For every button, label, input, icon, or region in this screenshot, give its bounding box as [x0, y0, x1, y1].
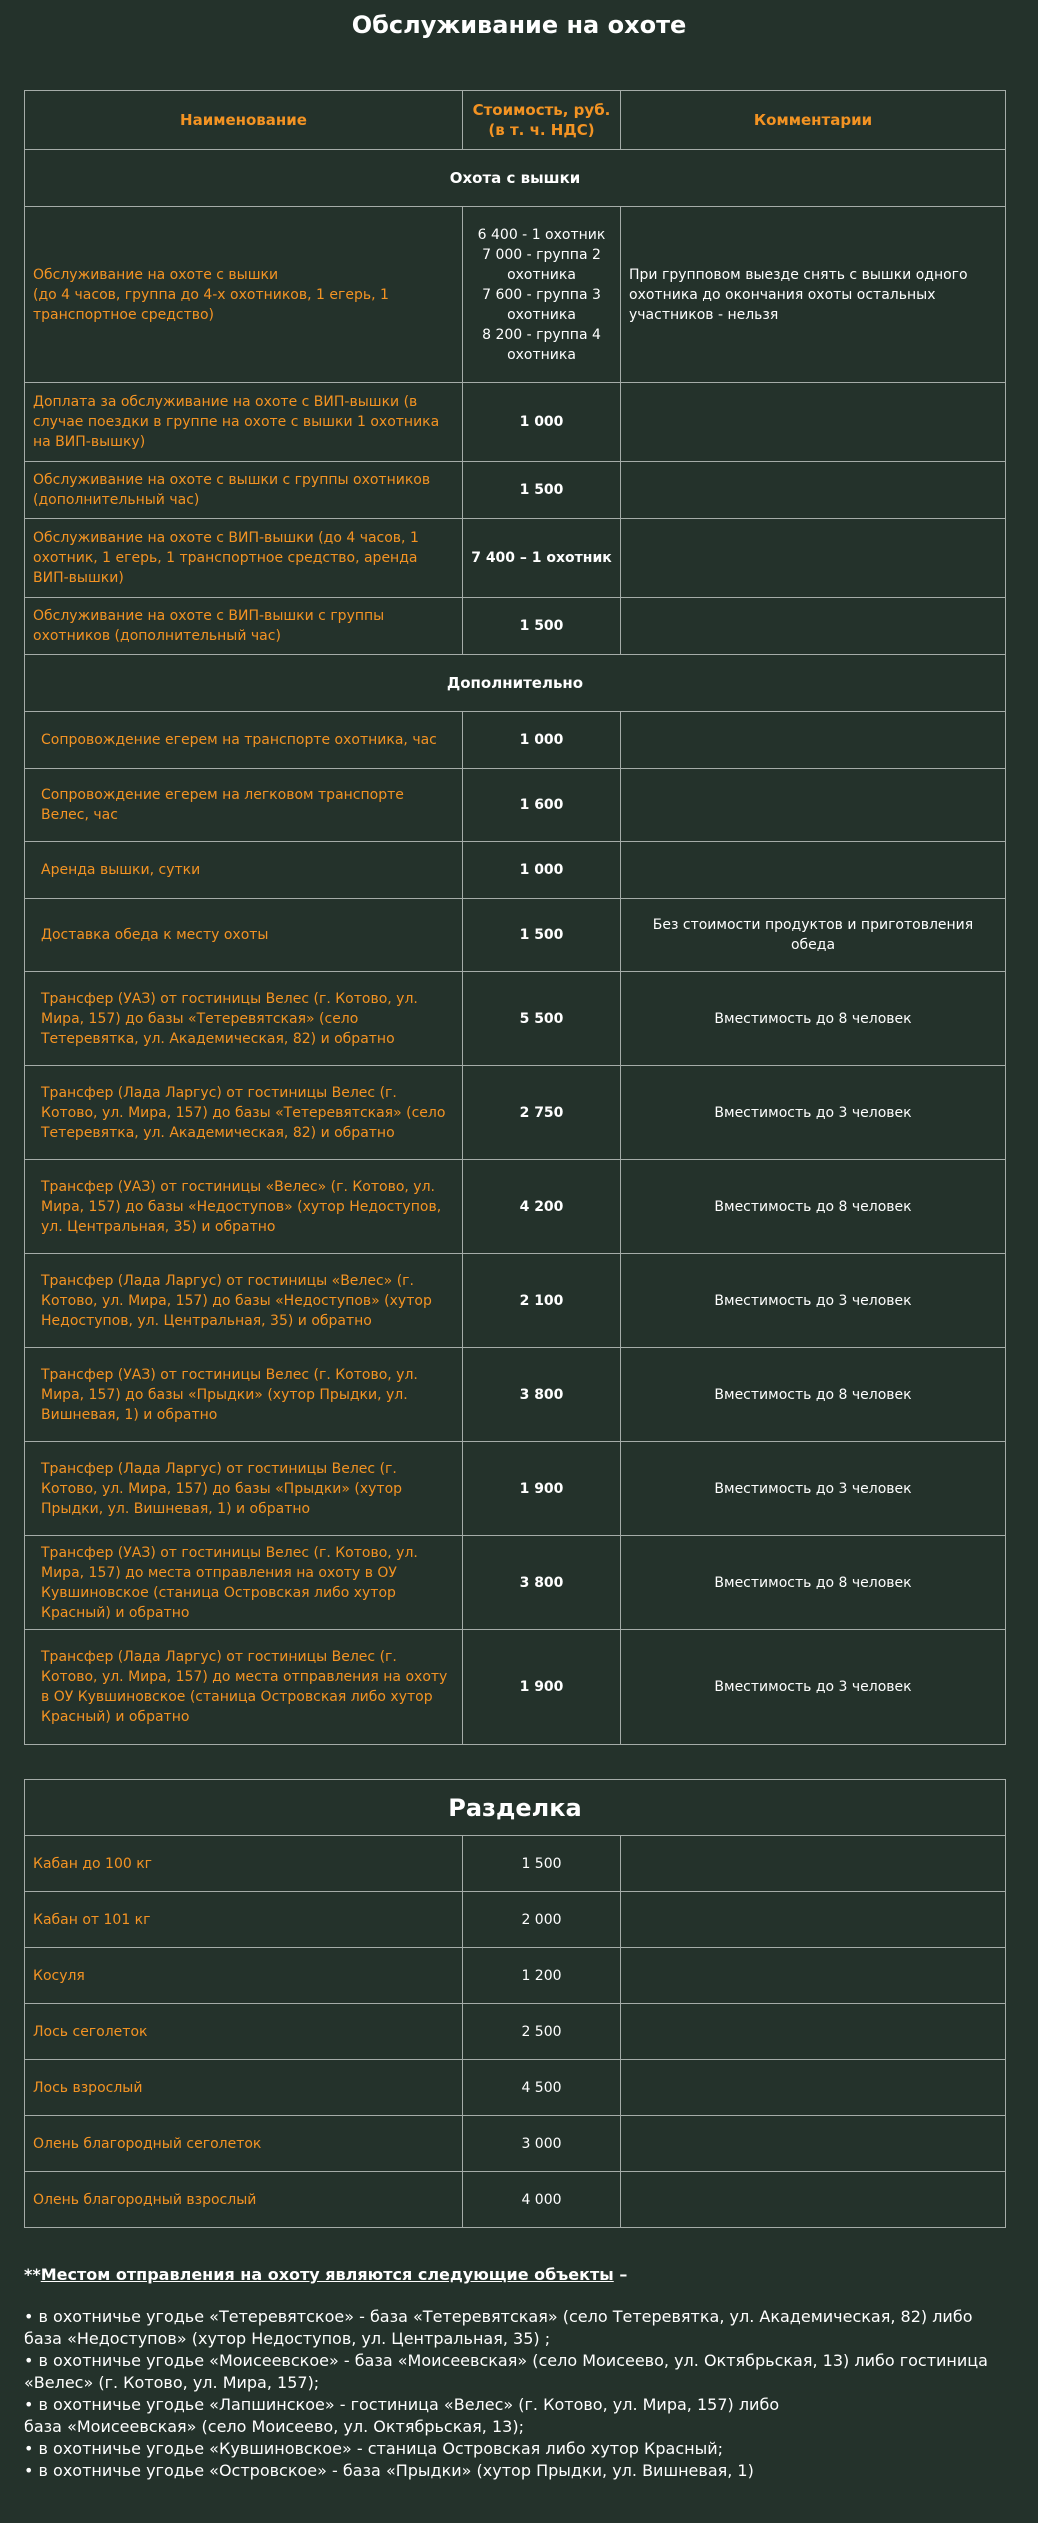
- table-row: [25, 1442, 1006, 1536]
- table-row: [25, 598, 1006, 655]
- notes-heading: [24, 2264, 1014, 2286]
- service-comment: [621, 598, 1006, 655]
- notes-block: [24, 2264, 1014, 2482]
- service-price: 1 000: [463, 712, 621, 769]
- service-comment: Вместимость до 3 человек: [621, 1066, 1006, 1160]
- services-table-body: [25, 150, 1006, 1745]
- service-price: 7 400 – 1 охотник: [463, 519, 621, 598]
- service-price: 1 500: [463, 899, 621, 972]
- cutting-price: 2 000: [463, 1892, 621, 1948]
- service-price: 5 500: [463, 972, 621, 1066]
- section-header-row: [25, 150, 1006, 207]
- cutting-price: 1 200: [463, 1948, 621, 2004]
- table-row: [25, 972, 1006, 1066]
- header-name: Наименование: [25, 91, 463, 150]
- notes-prefix: **: [24, 2265, 41, 2284]
- service-comment: Вместимость до 3 человек: [621, 1442, 1006, 1536]
- service-comment: Без стоимости продуктов и приготовления обеда: [621, 899, 1006, 972]
- service-name: Обслуживание на охоте с вышки с группы охотников (дополнительный час): [25, 462, 463, 519]
- service-comment: [621, 462, 1006, 519]
- service-comment: Вместимость до 3 человек: [621, 1254, 1006, 1348]
- cutting-price: 2 500: [463, 2004, 621, 2060]
- cutting-comment: [621, 1836, 1006, 1892]
- cutting-name: Кабан от 101 кг: [25, 1892, 463, 1948]
- table-row: [25, 2004, 1006, 2060]
- service-price: 1 900: [463, 1630, 621, 1745]
- table-row: [25, 1160, 1006, 1254]
- service-comment: [621, 519, 1006, 598]
- service-name: Сопровождение егерем на легковом транспорте Велес, час: [25, 769, 463, 842]
- table-row: [25, 1948, 1006, 2004]
- service-price: 1 900: [463, 1442, 621, 1536]
- service-comment: Вместимость до 8 человек: [621, 972, 1006, 1066]
- service-name: Обслуживание на охоте с ВИП-вышки (до 4 часов, 1 охотник, 1 егерь, 1 транспортное средство, аренда ВИП-вышки): [25, 519, 463, 598]
- service-price: 6 400 - 1 охотник 7 000 - группа 2 охотника 7 600 - группа 3 охотника 8 200 - группа 4 охотника: [463, 207, 621, 383]
- service-name: Сопровождение егерем на транспорте охотника, час: [25, 712, 463, 769]
- service-price: 2 750: [463, 1066, 621, 1160]
- table-row: [25, 1630, 1006, 1745]
- table-row: [25, 842, 1006, 899]
- table-row: [25, 2116, 1006, 2172]
- service-comment: Вместимость до 8 человек: [621, 1536, 1006, 1630]
- service-price: 1 600: [463, 769, 621, 842]
- service-comment: Вместимость до 8 человек: [621, 1348, 1006, 1442]
- service-name: Обслуживание на охоте с ВИП-вышки с группы охотников (дополнительный час): [25, 598, 463, 655]
- notes-heading-text: Местом отправления на охоту являются следующие объекты: [40, 2265, 614, 2284]
- cutting-name: Косуля: [25, 1948, 463, 2004]
- cutting-comment: [621, 2060, 1006, 2116]
- cutting-price: 4 500: [463, 2060, 621, 2116]
- cutting-price: 1 500: [463, 1836, 621, 1892]
- service-price: 1 000: [463, 842, 621, 899]
- table-row: [25, 1836, 1006, 1892]
- table-row: [25, 769, 1006, 842]
- table-row: [25, 207, 1006, 383]
- services-table: [24, 90, 1006, 1745]
- cutting-price: 4 000: [463, 2172, 621, 2228]
- service-comment: [621, 842, 1006, 899]
- table-header-row: [25, 91, 1006, 150]
- cutting-name: Лось взрослый: [25, 2060, 463, 2116]
- service-price: 4 200: [463, 1160, 621, 1254]
- section-title: Охота с вышки: [25, 150, 1006, 207]
- service-price: 1 500: [463, 598, 621, 655]
- service-comment: [621, 712, 1006, 769]
- notes-suffix: –: [613, 2265, 628, 2284]
- service-name: Трансфер (Лада Ларгус) от гостиницы Велес (г. Котово, ул. Мира, 157) до места отправления на охоту в ОУ Кувшиновское (станица Островская либо хутор Красный) и обратно: [25, 1630, 463, 1745]
- service-comment: [621, 769, 1006, 842]
- table-row: [25, 899, 1006, 972]
- table-row: [25, 1066, 1006, 1160]
- cutting-comment: [621, 2172, 1006, 2228]
- service-comment: [621, 383, 1006, 462]
- cutting-price: 3 000: [463, 2116, 621, 2172]
- service-comment: При групповом выезде снять с вышки одного охотника до окончания охоты остальных участников - нельзя: [621, 207, 1006, 383]
- service-name: Доставка обеда к месту охоты: [25, 899, 463, 972]
- table-row: [25, 383, 1006, 462]
- note-line: база «Моисеевская» (село Моисеево, ул. Октябрьская, 13);: [24, 2417, 524, 2436]
- section-title: Дополнительно: [25, 655, 1006, 712]
- service-name: Трансфер (УАЗ) от гостиницы Велес (г. Котово, ул. Мира, 157) до базы «Прыдки» (хутор Прыдки, ул. Вишневая, 1) и обратно: [25, 1348, 463, 1442]
- note-line: • в охотничье угодье «Моисеевское» - база «Моисеевская» (село Моисеево, ул. Октябрьская, 13) либо гостиница «Велес» (г. Котово, ул. Мира, 157);: [24, 2351, 988, 2392]
- cutting-title: Разделка: [25, 1780, 1006, 1836]
- cutting-name: Лось сеголеток: [25, 2004, 463, 2060]
- cutting-title-row: [25, 1780, 1006, 1836]
- service-name: Трансфер (УАЗ) от гостиницы Велес (г. Котово, ул. Мира, 157) до базы «Тетеревятская» (село Тетеревятка, ул. Академическая, 82) и обратно: [25, 972, 463, 1066]
- table-row: [25, 462, 1006, 519]
- service-name: Трансфер (УАЗ) от гостиницы «Велес» (г. Котово, ул. Мира, 157) до базы «Недоступов» (хутор Недоступов, ул. Центральная, 35) и обратно: [25, 1160, 463, 1254]
- service-price: 3 800: [463, 1348, 621, 1442]
- note-line: • в охотничье угодье «Островское» - база «Прыдки» (хутор Прыдки, ул. Вишневая, 1): [24, 2461, 754, 2480]
- service-price: 1 500: [463, 462, 621, 519]
- table-row: [25, 1348, 1006, 1442]
- service-name: Трансфер (Лада Ларгус) от гостиницы Велес (г. Котово, ул. Мира, 157) до базы «Тетеревятская» (село Тетеревятка, ул. Академическая, 82) и обратно: [25, 1066, 463, 1160]
- table-row: [25, 1536, 1006, 1630]
- service-price: 2 100: [463, 1254, 621, 1348]
- note-line: • в охотничье угодье «Тетеревятское» - база «Тетеревятская» (село Тетеревятка, ул. Академическая, 82) либо база «Недоступов» (хутор Недоступов, ул. Центральная, 35) ;: [24, 2307, 973, 2348]
- service-name: Обслуживание на охоте с вышки (до 4 часов, группа до 4-х охотников, 1 егерь, 1 транспортное средство): [25, 207, 463, 383]
- table-row: [25, 1254, 1006, 1348]
- table-row: [25, 2060, 1006, 2116]
- cutting-comment: [621, 2004, 1006, 2060]
- notes-list: [24, 2306, 1014, 2482]
- cutting-comment: [621, 2116, 1006, 2172]
- service-name: Трансфер (Лада Ларгус) от гостиницы «Велес» (г. Котово, ул. Мира, 157) до базы «Недоступов» (хутор Недоступов, ул. Центральная, 35) и обратно: [25, 1254, 463, 1348]
- cutting-name: Олень благородный взрослый: [25, 2172, 463, 2228]
- table-row: [25, 2172, 1006, 2228]
- service-comment: Вместимость до 3 человек: [621, 1630, 1006, 1745]
- table-row: [25, 519, 1006, 598]
- cutting-name: Кабан до 100 кг: [25, 1836, 463, 1892]
- service-price: 1 000: [463, 383, 621, 462]
- cutting-comment: [621, 1948, 1006, 2004]
- service-name: Аренда вышки, сутки: [25, 842, 463, 899]
- header-comment: Комментарии: [621, 91, 1006, 150]
- service-comment: Вместимость до 8 человек: [621, 1160, 1006, 1254]
- cutting-table: [24, 1779, 1006, 2228]
- service-name: Трансфер (УАЗ) от гостиницы Велес (г. Котово, ул. Мира, 157) до места отправления на охоту в ОУ Кувшиновское (станица Островская либо хутор Красный) и обратно: [25, 1536, 463, 1630]
- table-row: [25, 712, 1006, 769]
- service-name: Трансфер (Лада Ларгус) от гостиницы Велес (г. Котово, ул. Мира, 157) до базы «Прыдки» (хутор Прыдки, ул. Вишневая, 1) и обратно: [25, 1442, 463, 1536]
- header-price: Стоимость, руб. (в т. ч. НДС): [463, 91, 621, 150]
- service-price: 3 800: [463, 1536, 621, 1630]
- cutting-table-body: [25, 1780, 1006, 2228]
- page-title: Обслуживание на охоте: [351, 11, 687, 39]
- service-name: Доплата за обслуживание на охоте с ВИП-вышки (в случае поездки в группе на охоте с вышки 1 охотника на ВИП-вышку): [25, 383, 463, 462]
- section-header-row: [25, 655, 1006, 712]
- note-line: • в охотничье угодье «Кувшиновское» - станица Островская либо хутор Красный;: [24, 2439, 724, 2458]
- table-row: [25, 1892, 1006, 1948]
- cutting-comment: [621, 1892, 1006, 1948]
- cutting-name: Олень благородный сеголеток: [25, 2116, 463, 2172]
- note-line: • в охотничье угодье «Лапшинское» - гостиница «Велес» (г. Котово, ул. Мира, 157) либо: [24, 2395, 780, 2414]
